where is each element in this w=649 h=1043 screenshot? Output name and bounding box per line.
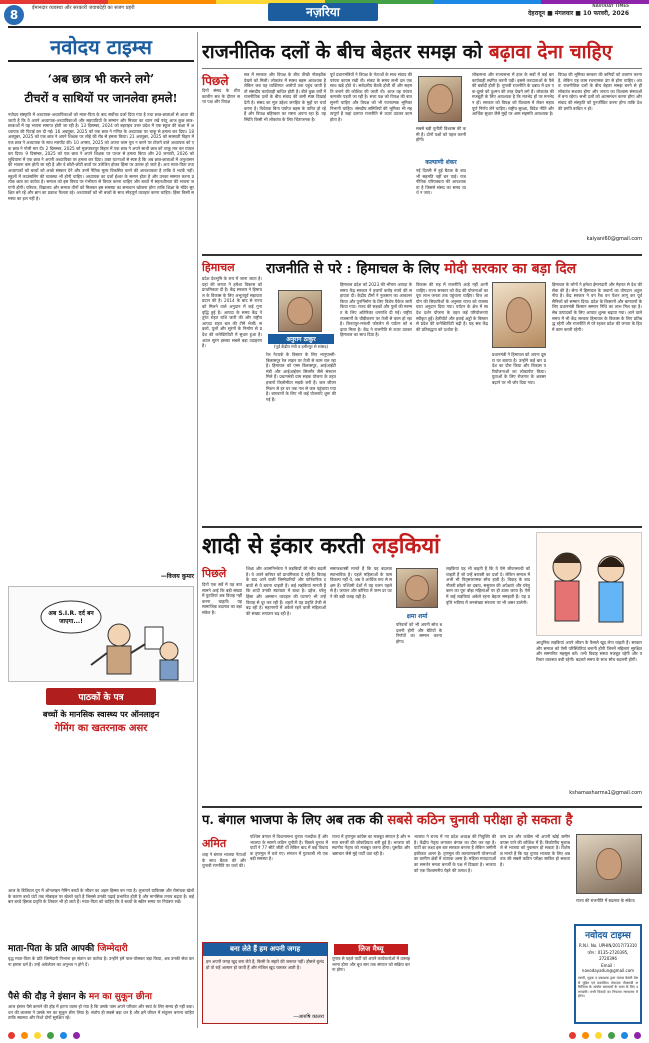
header-rule <box>8 26 641 28</box>
marriage-author: क्षमा शर्मा <box>406 613 428 620</box>
marriage-headline <box>202 532 472 560</box>
main-headline-part2: बढ़ावा देना चाहिए <box>488 41 613 63</box>
main-headline <box>202 40 642 64</box>
marriage-story: शादी से इंकार करती लड़कियां पिछले दिनों एक सर्वे में यह बात सामने आई कि बड़ी संख्या में युवतियां अब विवाह नहीं करना चाहतीं। यह सामाजिक बदलाव का बड़ा संकेत है। शिक्षा और आत्मनिर्भरता ने लड़कियों की सोच बदली है। वे अपने करियर को प्राथमिकता दे रही हैं। विवाह के बाद आने वाली जिम्मेदारियों और पारिवारिक दबावों से वे बचना चाहती हैं। कई लड़कियां मानती हैं कि शादी उनकी स्वतंत्रता में बाधा है। दहेज, घरेलू हिंसा और असमान व्यवहार की घटनाएं भी उन्हें विवाह से दूर कर रही हैं। शहरों में यह प्रवृत्ति तेजी से बढ़ रही है। महानगरों में अकेले रहने वाली महिलाओं की संख्या लगातार बढ़ रही है। समाजशास्त्री मानते हैं कि यह बदलाव स्वाभाविक है। पहले महिलाओं के पास विकल्प नहीं थे, अब वे आर्थिक रूप से सक्षम हैं। पश्चिमी देशों में यह चलन पहले से है। जापान और कोरिया में जन्म दर घटने की बड़ी वजह यही है। क्षमा शर्मा परिवारों को भी अपनी सोच बदलनी होगी और बेटियों के निर्णयों का सम्मान करना होगा। लड़कियां यह भी कहती हैं कि वे ऐसे जीवनसाथी को चाहती हैं जो उन्हें बराबरी का दर्जा दे। लेकिन समाज में अभी भी पितृसत्तात्मक सोच हावी है। विवाह के बाद नौकरी छोड़ने का दबाव, ससुराल की अपेक्षाएं और घरेलू काम का पूरा बोझ महिलाओं पर ही डाला जाता है। ऐसे में कई लड़कियां अकेले रहना बेहतर समझती हैं। यह प्रवृत्ति भविष्य में जनसंख्या संरचना पर भी असर डालेगी। आधुनिक लड़कियां अपने जीवन के फैसले खुद लेना चाहती हैं। सरकार और समाज को ऐसी परिस्थितियां बनानी होंगी जिनमें महिलाएं सुरक्षित और सम्मानित महसूस करें। तभी विवाह संस्था मजबूत रहेगी और परिवार व्यवस्था बची रहेगी। बदलते समय के साथ सोच बदलनी होगी। kshamasharma1@gmail.com <box>202 533 642 796</box>
letters-title: पाठकों के पत्र <box>46 688 156 705</box>
bengal-photo <box>576 834 642 894</box>
marriage-kicker: पिछले <box>202 567 227 580</box>
footer-email: Email : navodayadun@gmail.com <box>581 963 635 973</box>
main-story-body: पिछले दिनों संसद के शीतकालीन सत्र के दौरान सत्ता पक्ष और विपक्ष सत्र में सरकार और विपक्ष के बीच तीखी नोकझोंक देखने को मिली। लोकतंत्र में स्वस्थ बहस आवश्यक है लेकिन जब यह व्यक्तिगत आरोपों तक पहुंच जाती है तो संसदीय कार्यवाही बाधित होती है। बीते कुछ वर्षों में राजनीतिक दलों के बीच संवाद की कमी स्पष्ट दिखाई देती है। संसद का मूल उद्देश्य जनहित के मुद्दों पर चर्चा करना है। विधेयक बिना पर्याप्त बहस के पारित हो रहे हैं और विपक्ष बहिष्कार का रास्ता अपना रहा है। यह स्थिति किसी भी लोकतंत्र के लिए चिंताजनक है। पूर्व प्रधानमंत्रियों ने विपक्ष के नेताओं के साथ संवाद की परंपरा कायम रखी थी। संकट के समय सभी दल एक साथ खड़े होते थे। सर्वदलीय बैठकें होती थीं और सहमति बनाने की कोशिश की जाती थी। आज वह परंपरा कमजोर पड़ती जा रही है। सत्ता पक्ष को विपक्ष की बात सुननी चाहिए और विपक्ष को भी रचनात्मक भूमिका निभानी चाहिए। संसदीय समितियों की भूमिका भी महत्वपूर्ण है जहां दलगत राजनीति से ऊपर उठकर काम होता है। सबसे बड़ी चुनौती विश्वास की कमी है। दोनों पक्षों को पहल करनी होगी। कल्याणी शंकर नई दिल्ली में हुई बैठक के बाद भी सहमति नहीं बन पाई। राजनीतिक परिपक्वता की आवश्यकता है जिससे संसद का समय व्यर्थ न जाए। लोकसभा और राज्यसभा में हाल के सत्रों में कई बार कार्यवाही स्थगित करनी पड़ी। इससे करदाताओं के पैसे की बर्बादी होती है। चुनावी राजनीति के दबाव में दल एक-दूसरे को दुश्मन की तरह देखने लगे हैं। लोकतंत्र की मजबूती के लिए आवश्यक है कि मतभेद हों पर मनभेद न हों। सरकार को विपक्ष को विश्वास में लेकर महत्वपूर्ण निर्णय लेने चाहिए। राष्ट्रीय सुरक्षा, विदेश नीति और आर्थिक सुधार जैसे मुद्दों पर आम सहमति आवश्यक है। विपक्ष की भूमिका सरकार की कमियों को उजागर करना है, लेकिन यह काम रचनात्मक ढंग से होना चाहिए। अंततः राजनीतिक दलों के बीच बेहतर समझ बनने से ही लोकतंत्र सशक्त होगा और जनता का विश्वास संस्थाओं में बना रहेगा। सभी दलों को आत्ममंथन करना होगा और संवाद की संस्कृति को पुनर्जीवित करना होगा ताकि देश की प्रगति बाधित न हो। kalyani60@gmail.com <box>202 72 642 242</box>
main-email: kalyani60@gmail.com <box>586 236 642 242</box>
himachal-kicker: हिमाचल <box>202 261 235 274</box>
marriage-illustration <box>536 532 642 636</box>
bengal-author: लिज मैथ्यू <box>334 944 408 955</box>
himachal-author-photo <box>278 290 322 332</box>
bengal-sidebar-author: —आरुषि कालरा <box>293 1014 324 1020</box>
dateline: देहरादून ■ मंगलवार ■ 10 फरवरी, 2026 <box>528 10 629 17</box>
marriage-headline-part2: लड़कियां <box>372 533 440 559</box>
main-author: कल्याणी शंकर <box>425 159 457 166</box>
cartoon <box>8 586 194 682</box>
article-byline: —विजय कुमार <box>160 573 194 580</box>
cartoon-caption: अब S.I.R. दर्द बन जाएगा...! <box>48 610 94 625</box>
article-quote: ‘अब छात्र भी करने लगे’ <box>47 72 155 86</box>
himachal-headline <box>266 260 642 278</box>
left-column <box>8 32 194 760</box>
bengal-headline-part2: सबसे कठिन चुनावी परीक्षा हो सकता है <box>387 813 573 828</box>
letter1-body: आज के डिजिटल युग में ऑनलाइन गेमिंग बच्चों के जीवन का अहम हिस्सा बन गया है। लुभावने ग्राफिक्स और रोमांचक खेलों के कारण बच्चे घंटों तक मोबाइल पर खेलते रहते हैं जिससे उनकी पढ़ाई प्रभावित होती है और मानसिक तनाव बढ़ता है। कई बार बच्चे हिंसक प्रवृत्ति के शिकार भी हो जाते हैं। माता-पिता को चाहिए कि वे बच्चों के स्क्रीन समय पर नियंत्रण रखें। <box>8 888 194 905</box>
article-body: नवोदय संस्कृति में अध्यापक-अध्यापिकाओं को माता-पिता के बाद सर्वोच्च दर्जा दिया गया है तथा छात्र-छात्राओं से आशा की जाती है कि वे अपने अध्यापक-अध्यापिकाओं और सहपाठियों के सम्मान और मित्रता का ध्यान रखें परंतु आज कुछ छात्र-छात्राओं में यह भावना समाप्त होती जा रही है। 13 दिसम्बर, 2024 को बहराइच उत्तर प्रदेश में एक स्कूल की कक्षा में अध्यापक की पिटाई कर दी गई। 16 अक्तूबर, 2025 को एक छात्र ने गणित के अध्यापक पर चाकू से हमला कर दिया। 18 अक्तूबर, 2025 को एक छात्र ने अपने शिक्षक पर लोहे की रॉड से हमला किया। 21 अक्तूबर, 2025 को सरस्वती विहार में एक छात्र ने अध्यापक के साथ मारपीट की। 10 अगस्त, 2025 को अपना काम पूरा न करने पर टोकने वाले अध्यापक को एक छात्र ने गोली मार दी। 2 दिसम्बर, 2025 को मुज़फ्फरपुर बिहार में एक छात्र ने अपने साथी छात्र को चाकू मार कर घायल कर दिया। 9 दिसम्बर, 2025 को एक छात्र ने अपने शिक्षक पर पत्थर से हमला किया और 20 जनवरी, 2026 को लुधियाना में एक छात्र ने अपनी अध्यापिका पर हमला कर दिया। उक्त घटनाओं से स्पष्ट है कि अब छात्र-छात्राओं में अनुशासन की भावना कम होती जा रही है और वे छोटी-छोटी बातों पर उत्तेजित होकर हिंसा पर उतारू हो जाते हैं। अतः माता-पिता तथा अध्यापकों को बच्चों को अच्छे संस्कार देने और उनमें नैतिक मूल्य विकसित करने की आवश्यकता है ताकि वे भटकें नहीं। स्कूलों में काउंसलिंग की व्यवस्था भी होनी चाहिए। अध्यापक का दर्जा ईश्वर के समान होता है और उनका सम्मान करना प्रत्येक छात्र का कर्तव्य है। समाज को इस विषय पर गंभीरता से विचार करना चाहिए और बच्चों में सहनशीलता की भावना जगानी होगी। परिवार, विद्यालय और समाज तीनों को मिलकर इस समस्या का समाधान खोजना होगा ताकि शिक्षा के मंदिर सुरक्षित बने रहें और ज्ञान का प्रकाश फैलता रहे। अध्यापकों को भी बच्चों के साथ स्नेहपूर्ण व्यवहार करना चाहिए। हिंसा किसी समस्या का हल नहीं है। <box>8 112 194 201</box>
himachal-headline-part1: राजनीति से परे : हिमाचल के लिए <box>266 261 440 277</box>
footer-box: नवोदय टाइम्स R.N.I. No. UPHIN/2017/73310 फोन : 0135-2720395, 2720396 Email : navodayadun@gmail.com स्वामी, मुद्रक व प्रकाशक द्वारा पंजाब केसरी प्रेस से मुद्रित एवं प्रकाशित। संपादक पीआरबी अधिनियम के अंतर्गत समाचारों के चयन के लिए उत्तरदायी। सभी विवादों का निपटारा न्यायालय में होगा। <box>574 924 642 1024</box>
author-photo <box>418 76 462 122</box>
column-divider <box>197 32 198 1028</box>
bengal-headline <box>202 812 642 829</box>
article-headline: टीचरों व साथियों पर जानलेवा हमले! <box>24 91 178 105</box>
footer-phone: फोन : 0135-2720395, 2720396 <box>587 950 629 961</box>
himachal-author: अनुराग ठाकुर <box>268 334 334 344</box>
section-title: नज़रिया <box>268 3 378 21</box>
header-tagline: ईमानदार व्यवस्था और सरकारी जवाबदेही का सजग प्रहरी <box>32 5 135 11</box>
bengal-sidebar: बना लेते हैं हम अपनी जगह हम अपनी जगह खुद बना लेते हैं, किसी के सहारे की जरूरत नहीं। हौसले बुलंद हों तो राहें आसान हो जाती हैं और मंजिल खुद चलकर आती है। —आरुषि कालरा <box>202 942 328 1024</box>
page-number: 8 <box>4 5 24 25</box>
letters-continued <box>8 888 194 1043</box>
footer-title: नवोदय टाइम्स <box>585 931 631 941</box>
bottom-dots <box>8 1032 641 1039</box>
footer-rni: R.N.I. No. UPHIN/2017/73310 <box>579 943 637 948</box>
marriage-email: kshamasharma1@gmail.com <box>569 790 642 796</box>
himachal-story: हिमाचल प्रदेश देवभूमि के रूप में जाना जाता है। यहां की जनता ने हमेशा विकास को प्राथमिकता दी है। केंद्र सरकार ने हिमाचल के विकास के लिए अभूतपूर्व सहायता प्रदान की है। 2014 के बाद से राज्य को मिलने वाले अनुदान में कई गुना वृद्धि हुई है। आपदा के समय केंद्र ने तुरंत राहत राशि जारी की और राष्ट्रीय आपदा राहत बल की टीमें भेजीं। सड़कों, पुलों और सुरंगों के निर्माण से प्रदेश की कनेक्टिविटी में सुधार हुआ है। अटल सुरंग इसका सबसे बड़ा उदाहरण है। राजनीति से परे : हिमाचल के लिए मोदी सरकार का बड़ा दिल अनुराग ठाकुर (पूर्व केंद्रीय मंत्री व हमीरपुर से सांसद) रेल नेटवर्क के विस्तार के लिए भानुपल्ली-बिलासपुर रेल लाइन पर तेजी से काम चल रहा है। हिमाचल को एम्स बिलासपुर, आईआईटी मंडी और आईआईएम सिरमौर जैसे संस्थान मिले हैं। प्रधानमंत्री ग्राम सड़क योजना के तहत हजारों किलोमीटर सड़कें बनी हैं। जल जीवन मिशन से हर घर तक नल से जल पहुंचाया गया है। बागवानों के लिए भी कई योजनाएं शुरू की गई हैं। हिमाचल प्रदेश को 2023 की भीषण आपदा के समय केंद्र सरकार ने हजारों करोड़ रुपये की सहायता दी। केंद्रीय टीमों ने नुकसान का आकलन किया और पुनर्निर्माण के लिए विशेष पैकेज जारी किया गया। राज्य की सड़कों और पुलों की मरम्मत के लिए अतिरिक्त धनराशि दी गई। राष्ट्रीय राजमार्गों के चौड़ीकरण पर तेजी से काम हो रहा है। किरतपुर-मनाली फोरलेन से पर्यटन को बढ़ावा मिला है। केंद्र ने राजनीति से ऊपर उठकर हिमाचल का साथ दिया है। विकास की राह में राजनीति आड़े नहीं आनी चाहिए। राज्य सरकार को केंद्र की योजनाओं का पूरा लाभ जनता तक पहुंचाना चाहिए। वित्त आयोग की सिफारिशों के अनुसार राज्य को राजस्व घाटा अनुदान दिया गया। पर्यटन के क्षेत्र में स्वदेश दर्शन योजना के तहत कई परियोजनाएं स्वीकृत हुईं। हेलीपोर्ट और हवाई अड्डों के विस्तार से प्रदेश की कनेक्टिविटी बढ़ी है। यह सब केंद्र की प्रतिबद्धता को दर्शाता है। प्रधानमंत्री ने हिमाचल को अपना दूसरा घर बताया है। उन्होंने कई बार प्रदेश का दौरा किया और विकास परियोजनाओं का लोकार्पण किया। युवाओं के लिए रोजगार के अवसर बढ़ाने पर भी जोर दिया गया। हिमाचल के लोगों ने हमेशा ईमानदारी और मेहनत से देश की सेवा की है। सेना में हिमाचल के जवानों का योगदान अतुलनीय है। केंद्र सरकार ने वन रैंक वन पेंशन लागू कर पूर्व सैनिकों को सम्मान दिया। प्रदेश के किसानों और बागवानों के लिए प्रधानमंत्री किसान सम्मान निधि का लाभ मिल रहा है। सेब उत्पादकों के लिए आयात शुल्क बढ़ाया गया। आने वाले समय में भी केंद्र सरकार हिमाचल के विकास के लिए प्रतिबद्ध रहेगी और राजनीति से परे रहकर प्रदेश की जनता के हित में काम करती रहेगी। <box>202 261 642 402</box>
letter3-title: पैसे की दौड़ ने इंसान के <box>8 992 86 1002</box>
marriage-headline-part1: शादी से इंकार करती <box>202 533 365 559</box>
main-headline-part1: राजनीतिक दलों के बीच बेहतर समझ को <box>202 41 483 63</box>
cartoon-illustration <box>9 587 193 681</box>
letter1-highlight: गेमिंग का खतरनाक असर <box>54 723 148 734</box>
letter2-body: वृद्ध माता-पिता के प्रति जिम्मेदारी निभाना हर संतान का कर्तव्य है। उन्होंने हमें पाल-पोसकर बड़ा किया, अब उनकी सेवा करना हमारा धर्म है। उन्हें अकेलेपन का अनुभव न होने दें। <box>8 956 194 967</box>
site-label: NAVODAY TIMES <box>592 3 629 8</box>
masthead: नवोदय टाइम्स <box>50 34 152 59</box>
himachal-photo <box>492 282 546 348</box>
himachal-headline-part2: मोदी सरकार का बड़ा दिल <box>444 261 577 277</box>
bengal-headline-part1: प. बंगाल भाजपा के लिए अब तक की <box>202 813 383 828</box>
girl-illustration <box>537 533 641 635</box>
letter3-highlight: मन का सुकून छीना <box>88 992 152 1002</box>
letter3-body: आज इंसान पैसे कमाने की होड़ में इतना व्यस्त हो गया है कि उसके पास अपने परिवार और स्वयं के लिए समय ही नहीं बचा। धन की लालसा ने उसके मन का सुकून छीन लिया है। संतोष ही सबसे बड़ा धन है और हमें जीवन में संतुलन बनाना चाहिए ताकि स्वास्थ्य और रिश्ते दोनों सुरक्षित रहें। <box>8 1004 194 1021</box>
bengal-sidebar-title: बना लेते हैं हम अपनी जगह <box>203 943 327 956</box>
marriage-author-photo <box>396 568 438 608</box>
letter1-title: बच्चों के मानसिक स्वास्थ्य पर ऑनलाइन <box>42 709 160 719</box>
letter2-title: माता-पिता के प्रति आपकी <box>8 944 95 954</box>
main-kicker: पिछले <box>202 74 229 88</box>
bengal-kicker: अमित <box>202 837 227 850</box>
letter2-highlight: जिम्मेदारी <box>97 944 128 954</box>
himachal-author-note: (पूर्व केंद्रीय मंत्री व हमीरपुर से सांसद) <box>273 344 329 349</box>
bengal-story: प. बंगाल भाजपा के लिए अब तक की सबसे कठिन चुनावी परीक्षा हो सकता है अमित शाह ने बंगाल भाजपा नेताओं के साथ बैठक की और चुनावी रणनीति पर चर्चा की। पश्चिम बंगाल में विधानसभा चुनाव नजदीक हैं और भाजपा के सामने कठिन चुनौती है। पिछले चुनाव में पार्टी ने 77 सीटें जीती थीं लेकिन बाद में कई विधायक तृणमूल में चले गए। संगठन में गुटबाजी भी एक बड़ी समस्या है। बना लेते हैं हम अपनी जगह हम अपनी जगह खुद बना लेते हैं, किसी के सहारे की जरूरत नहीं। हौसले बुलंद हों तो राहें आसान हो जाती हैं और मंजिल खुद चलकर आती है। —आरुषि कालरा राज्य में तृणमूल कांग्रेस का मजबूत संगठन है और ममता बनर्जी की लोकप्रियता बनी हुई है। भाजपा को स्थानीय नेतृत्व को मजबूत करना होगा। घुसपैठ और भ्रष्टाचार जैसे मुद्दे पार्टी उठा रही है। लिज मैथ्यू चुनाव से पहले पार्टी को अपने कार्यकर्ताओं में उत्साह भरना होगा और बूथ स्तर तक संगठन को सक्रिय करना होगा। भाजपा ने राज्य में नए प्रदेश अध्यक्ष की नियुक्ति की है। केंद्रीय नेतृत्व लगातार बंगाल का दौरा कर रहा है। पार्टी का लक्ष्य इस बार सरकार बनाना है लेकिन जमीनी हकीकत अलग है। तृणमूल की कल्याणकारी योजनाओं का ग्रामीण क्षेत्रों में व्यापक असर है। महिला मतदाताओं का समर्थन ममता बनर्जी के पक्ष में दिखता है। भाजपा को एक विश्वसनीय चेहरे की तलाश है। वाम दल और कांग्रेस भी अपनी खोई जमीन वापस पाने की कोशिश में हैं। त्रिकोणीय मुकाबले से भाजपा को नुकसान हो सकता है। विशेषज्ञ मानते हैं कि यह चुनाव भाजपा के लिए अब तक की सबसे कठिन परीक्षा साबित हो सकता है। राज्य की राजनीति में बदलाव के संकेत। नवोदय टाइम्स R.N.I. No. UPHIN/2017/73310 फोन : 0135-2720395, 2720396 Email : navodayadun@gmail.com स्वामी, मुद्रक व प्रकाशक द्वारा पंजाब केसरी प्रेस से मुद्रित एवं प्रकाशित। संपादक पीआरबी अधिनियम के अंतर्गत समाचारों के चयन के लिए उत्तरदायी। सभी विवादों का निपटारा न्यायालय में होगा। <box>202 812 642 1026</box>
